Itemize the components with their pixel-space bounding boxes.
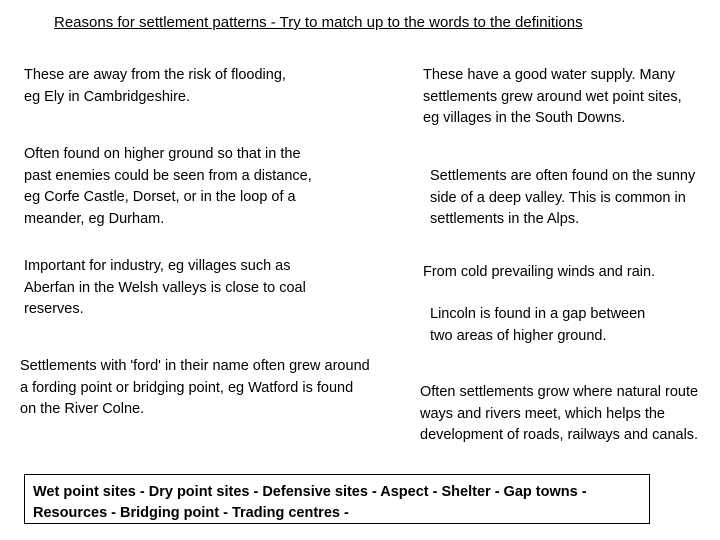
definition-aspect: Settlements are often found on the sunny side of a deep valley. This is common in settlements in the Alps. xyxy=(430,168,696,227)
definition-dry-point: These are away from the risk of flooding, eg Ely in Cambridgeshire. xyxy=(24,67,286,105)
page-title: Reasons for settlement patterns - Try to match up to the words to the definitions xyxy=(54,14,583,31)
definition-resources: Important for industry, eg villages such as Aberfan in the Welsh valleys is close to coal reserves. xyxy=(24,258,306,317)
definition-defensive: Often found on higher ground so that in the past enemies could be seen from a distance, eg Corfe Castle, Dorset, or in the loop of a meander, eg Durham. xyxy=(24,146,312,227)
definition-wet-point: These have a good water supply. Many settlements grew around wet point sites, eg villages in the South Downs. xyxy=(423,67,682,126)
definition-gap-town: Lincoln is found in a gap between two areas of higher ground. xyxy=(430,306,646,344)
definition-bridging-point: Settlements with 'ford' in their name often grew around a fording point or bridging point, eg Watford is found on the River Colne. xyxy=(20,358,370,417)
definition-trading-centre: Often settlements grow where natural route ways and rivers meet, which helps the development of roads, railways and canals. xyxy=(420,384,699,443)
definition-shelter: From cold prevailing winds and rain. xyxy=(423,264,656,280)
word-bank: Wet point sites - Dry point sites - Defensive sites - Aspect - Shelter - Gap towns - Resources - Bridging point - Trading centres - xyxy=(24,474,650,524)
